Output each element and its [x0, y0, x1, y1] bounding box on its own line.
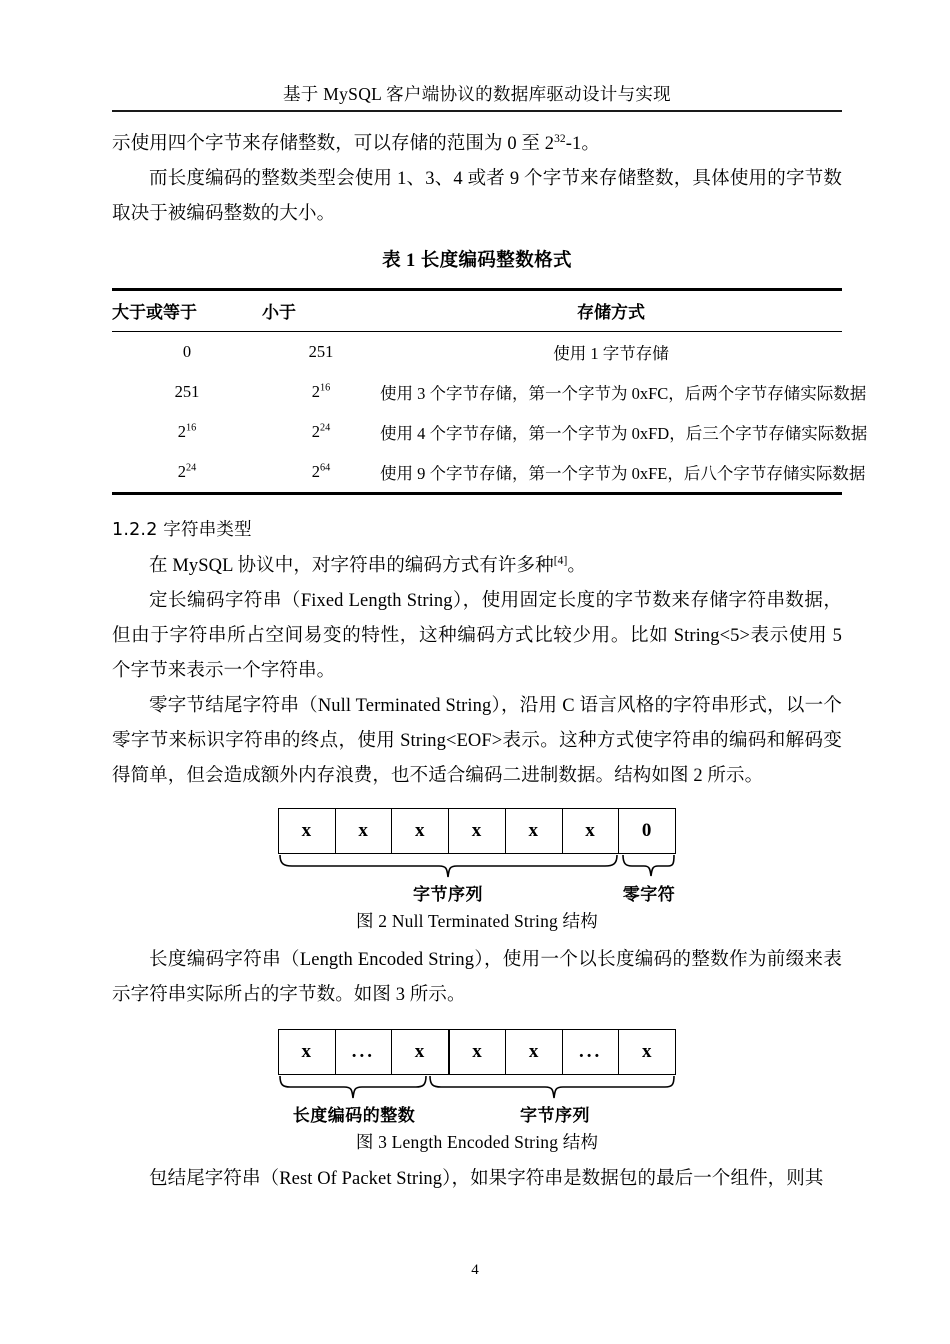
figure-2-cell: x — [506, 809, 563, 853]
paragraph-length-encoded-int: 而长度编码的整数类型会使用 1、3、4 或者 9 个字节来存储整数，具体使用的字节数取决于被编码整数的大小。 — [112, 169, 842, 224]
page-number: 4 — [471, 1262, 479, 1278]
cell-ge-value: 2 — [177, 462, 187, 481]
figure-2-labels — [278, 880, 676, 906]
figure-3-cell: x — [392, 1030, 450, 1074]
column-header-storage-method: 存储方式 — [380, 290, 842, 332]
table-row — [112, 332, 842, 373]
paragraph-null-terminated-string: 零字节结尾字符串（Null Terminated String），沿用 C 语言风格的字符串形式，以一个零字节来标识字符串的终点，使用 String<EOF>表示。这种方式使字符串的编码和解码变得简单，但会造成额外内存浪费，也不适合编码二进制数据。结构如图 2 所示。 — [112, 696, 842, 786]
document-body — [112, 127, 868, 1197]
cell-desc: 使用 4 个字节存储，第一个字节为 0xFD，后三个字节存储实际数据 — [380, 424, 868, 443]
cell-desc: 使用 9 个字节存储，第一个字节为 0xFE，后八个字节存储实际数据 — [380, 452, 842, 494]
table-row — [112, 372, 842, 412]
cell-lt — [262, 452, 380, 494]
cell-lt-exponent: 24 — [320, 422, 331, 434]
figure-3-label-byte-sequence: 字节序列 — [520, 1106, 590, 1125]
section-heading-string-types: 1.2.2 字符串类型 — [112, 520, 252, 540]
citation-ref-4: [4] — [553, 554, 568, 567]
figure-3-cell: x — [642, 1041, 653, 1062]
cell-lt-value: 2 — [311, 422, 321, 441]
cell-ge-value: 251 — [174, 382, 200, 401]
paragraph-intro-text: 示使用四个字节来存储整数，可以存储的范围为 0 至 2 — [112, 134, 555, 154]
figure-2-label-byte-sequence: 字节序列 — [413, 885, 483, 904]
cell-lt-value: 2 — [311, 382, 321, 401]
cell-lt — [262, 332, 380, 373]
cell-ge — [112, 332, 262, 373]
paragraph-string-encodings-tail: 。 — [567, 556, 587, 576]
figure-3-label-length-encoded-int: 长度编码的整数 — [292, 1106, 416, 1125]
cell-lt-value: 251 — [308, 342, 334, 361]
figure-2-cell-null: 0 — [641, 820, 653, 841]
cell-ge-exponent: 24 — [186, 462, 197, 474]
cell-ge — [112, 412, 262, 452]
figure-2-braces — [278, 854, 676, 880]
figure-2-brace-svg — [278, 854, 676, 880]
cell-ge — [112, 452, 262, 494]
table-caption: 表 1 长度编码整数格式 — [382, 251, 572, 271]
cell-lt-exponent: 64 — [320, 462, 331, 474]
figure-2-label-null-char: 零字符 — [622, 885, 676, 904]
cell-desc: 使用 3 个字节存储，第一个字节为 0xFC，后两个字节存储实际数据 — [380, 384, 867, 403]
figure-2-null-terminated-string — [112, 808, 842, 933]
figure-3-cell-ellipsis: ... — [563, 1030, 620, 1074]
cell-ge-exponent: 16 — [186, 422, 197, 434]
cell-ge-value: 2 — [177, 422, 187, 441]
figure-3-cell: x — [279, 1030, 336, 1074]
figure-3-byte-row — [278, 1029, 676, 1075]
figure-2-caption: 图 2 Null Terminated String 结构 — [356, 911, 598, 931]
column-header-less-than: 小于 — [262, 290, 380, 332]
cell-ge-value: 0 — [182, 342, 192, 361]
header-divider — [112, 110, 842, 112]
figure-3-brace-svg — [278, 1075, 676, 1101]
figure-2-cell: x — [563, 809, 620, 853]
figure-3-cell-ellipsis: ... — [336, 1030, 393, 1074]
figure-2-byte-row — [278, 808, 676, 854]
cell-desc: 使用 1 字节存储 — [553, 344, 669, 363]
table-row — [112, 412, 842, 452]
table-row — [112, 452, 842, 494]
paragraph-intro-continued — [112, 127, 842, 162]
paragraph-intro-tail: -1。 — [565, 134, 600, 154]
table-body — [112, 332, 868, 494]
table-header — [112, 290, 842, 332]
paragraph-string-encodings-text: 在 MySQL 协议中，对字符串的编码方式有许多种 — [149, 556, 554, 576]
cell-lt — [262, 372, 380, 412]
running-header — [112, 84, 842, 112]
cell-ge — [112, 372, 262, 412]
figure-3-labels — [278, 1101, 676, 1127]
figure-2-cell: x — [336, 809, 393, 853]
cell-lt-value: 2 — [311, 462, 321, 481]
figure-2-cell: x — [449, 809, 506, 853]
figure-2-cell: x — [392, 809, 449, 853]
paragraph-length-encoded-string: 长度编码字符串（Length Encoded String），使用一个以长度编码的整数作为前缀来表示字符串实际所占的字节数。如图 3 所示。 — [112, 950, 842, 1005]
length-encoded-integer-table — [112, 288, 868, 495]
paragraph-string-encodings — [112, 549, 842, 584]
cell-lt — [262, 412, 380, 452]
figure-2-cell: x — [279, 809, 336, 853]
figure-3-length-encoded-string — [112, 1029, 842, 1154]
exponent-32: 32 — [554, 132, 566, 145]
figure-3-cell: x — [450, 1030, 507, 1074]
figure-3-cell: x — [506, 1030, 563, 1074]
figure-3-braces — [278, 1075, 676, 1101]
column-header-greater-equal: 大于或等于 — [112, 290, 262, 332]
paragraph-rest-of-packet-string: 包结尾字符串（Rest Of Packet String），如果字符串是数据包的最后一个组件，则其 — [149, 1169, 824, 1189]
paragraph-fixed-length-string: 定长编码字符串（Fixed Length String），使用固定长度的字节数来存储字符串数据，但由于字符串所占空间易变的特性，这种编码方式比较少用。比如 String<5>表示使用 5 个字节来表示一个字符串。 — [112, 591, 842, 681]
table-header-row — [112, 290, 842, 332]
cell-lt-exponent: 16 — [320, 382, 331, 394]
figure-3-caption: 图 3 Length Encoded String 结构 — [355, 1132, 599, 1152]
header-title: 基于 MySQL 客户端协议的数据库驱动设计与实现 — [283, 84, 671, 104]
